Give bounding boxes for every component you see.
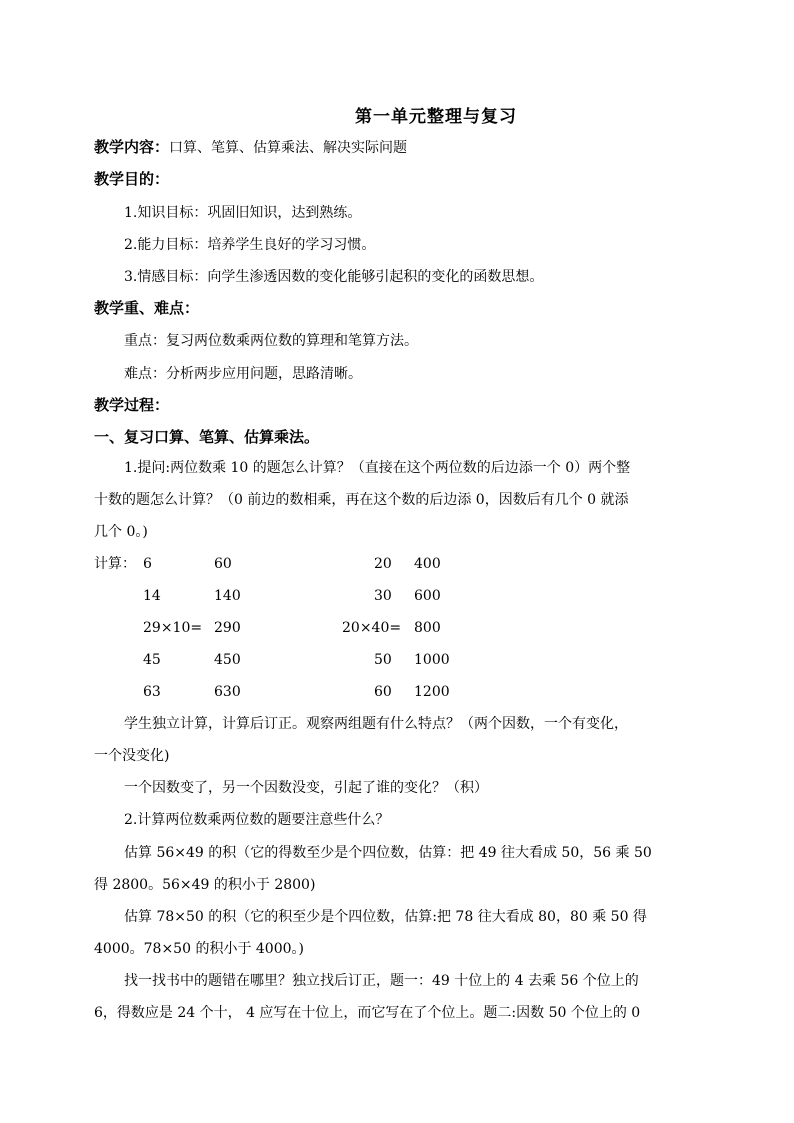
calc-cell: 60: [214, 556, 232, 572]
calc-cell: 29×10=: [143, 620, 203, 636]
calc-row: [0, 650, 794, 670]
calc-cell: 63: [143, 684, 161, 700]
calc-row: [0, 554, 794, 574]
calc-row: [0, 682, 794, 702]
calc-cell: 400: [414, 556, 441, 572]
section-heading: 一、复习口算、笔算、估算乘法。: [94, 428, 320, 446]
paragraph-line: 2.计算两位数乘两位数的题要注意些什么？: [124, 812, 390, 828]
calc-cell: 140: [214, 588, 241, 604]
paragraph-line: 找一找书中的题错在哪里？独立找后订正，题一：49 十位上的 4 去乘 56 个位上的: [124, 973, 639, 989]
paragraph-line: 4000。78×50 的积小于 4000。): [94, 941, 304, 957]
paragraph-line: 估算 56×49 的积（它的得数至少是个四位数，估算：把 49 往大看成 50，56 乘 50: [124, 845, 652, 861]
calc-cell: 30: [374, 588, 392, 604]
teaching-content-line: [94, 137, 407, 158]
keypoint-item: 重点：复习两位数乘两位数的算理和笔算方法。: [124, 333, 418, 349]
paragraph-line: 一个没变化): [94, 748, 170, 764]
calc-row: [0, 618, 794, 638]
goal-item: 1.知识目标：巩固旧知识，达到熟练。: [124, 205, 362, 221]
calc-cell: 6: [143, 556, 152, 572]
calc-cell: 20×40=: [342, 620, 402, 636]
process-heading: 教学过程：: [94, 396, 170, 414]
calc-cell: 1000: [414, 652, 450, 668]
calc-cell: 50: [374, 652, 392, 668]
paragraph-line: 十数的题怎么计算？（0 前边的数相乘，再在这个数的后边添 0，因数后有几个 0 就添: [94, 492, 629, 508]
goal-item: 2.能力目标：培养学生良好的学习习惯。: [124, 237, 376, 253]
paragraph-line: 估算 78×50 的积（它的积至少是个四位数，估算:把 78 往大看成 80，80 乘 50 得: [124, 909, 647, 925]
paragraph-line: 1.提问:两位数乘 10 的题怎么计算？（直接在这个两位数的后边添一个 0）两个整: [124, 460, 631, 476]
page-title: 第一单元整理与复习: [355, 107, 517, 127]
calc-cell: 450: [214, 652, 241, 668]
paragraph-line: 几个 0。): [94, 524, 148, 540]
teaching-content-text: 口算、笔算、估算乘法、解决实际问题: [169, 140, 408, 156]
calc-cell: 45: [143, 652, 161, 668]
calc-cell: 14: [143, 588, 161, 604]
paragraph-line: 得 2800。56×49 的积小于 2800): [94, 877, 316, 893]
teaching-content-label: 教学内容：: [94, 138, 170, 156]
calc-label: 计算：: [94, 556, 136, 572]
keypoint-item: 难点：分析两步应用问题，思路清晰。: [124, 366, 362, 382]
goals-heading: 教学目的：: [94, 170, 170, 188]
calc-cell: 630: [214, 684, 241, 700]
paragraph-line: 学生独立计算，计算后订正。观察两组题有什么特点？（两个因数，一个有变化，: [124, 716, 628, 732]
keypoints-heading: 教学重、难点：: [94, 299, 200, 317]
paragraph-line: 一个因数变了，另一个因数没变，引起了谁的变化？（积）: [124, 780, 488, 796]
calc-row: [0, 586, 794, 606]
calc-cell: 20: [374, 556, 392, 572]
calc-cell: 1200: [414, 684, 450, 700]
goal-item: 3.情感目标：向学生渗透因数的变化能够引起积的变化的函数思想。: [124, 269, 544, 285]
calc-cell: 60: [374, 684, 392, 700]
calc-cell: 800: [414, 620, 441, 636]
calc-cell: 290: [214, 620, 241, 636]
calc-cell: 600: [414, 588, 441, 604]
paragraph-line: 6，得数应是 24 个十， 4 应写在十位上，而它写在了个位上。题二:因数 50 个位上的 0: [94, 1005, 641, 1021]
